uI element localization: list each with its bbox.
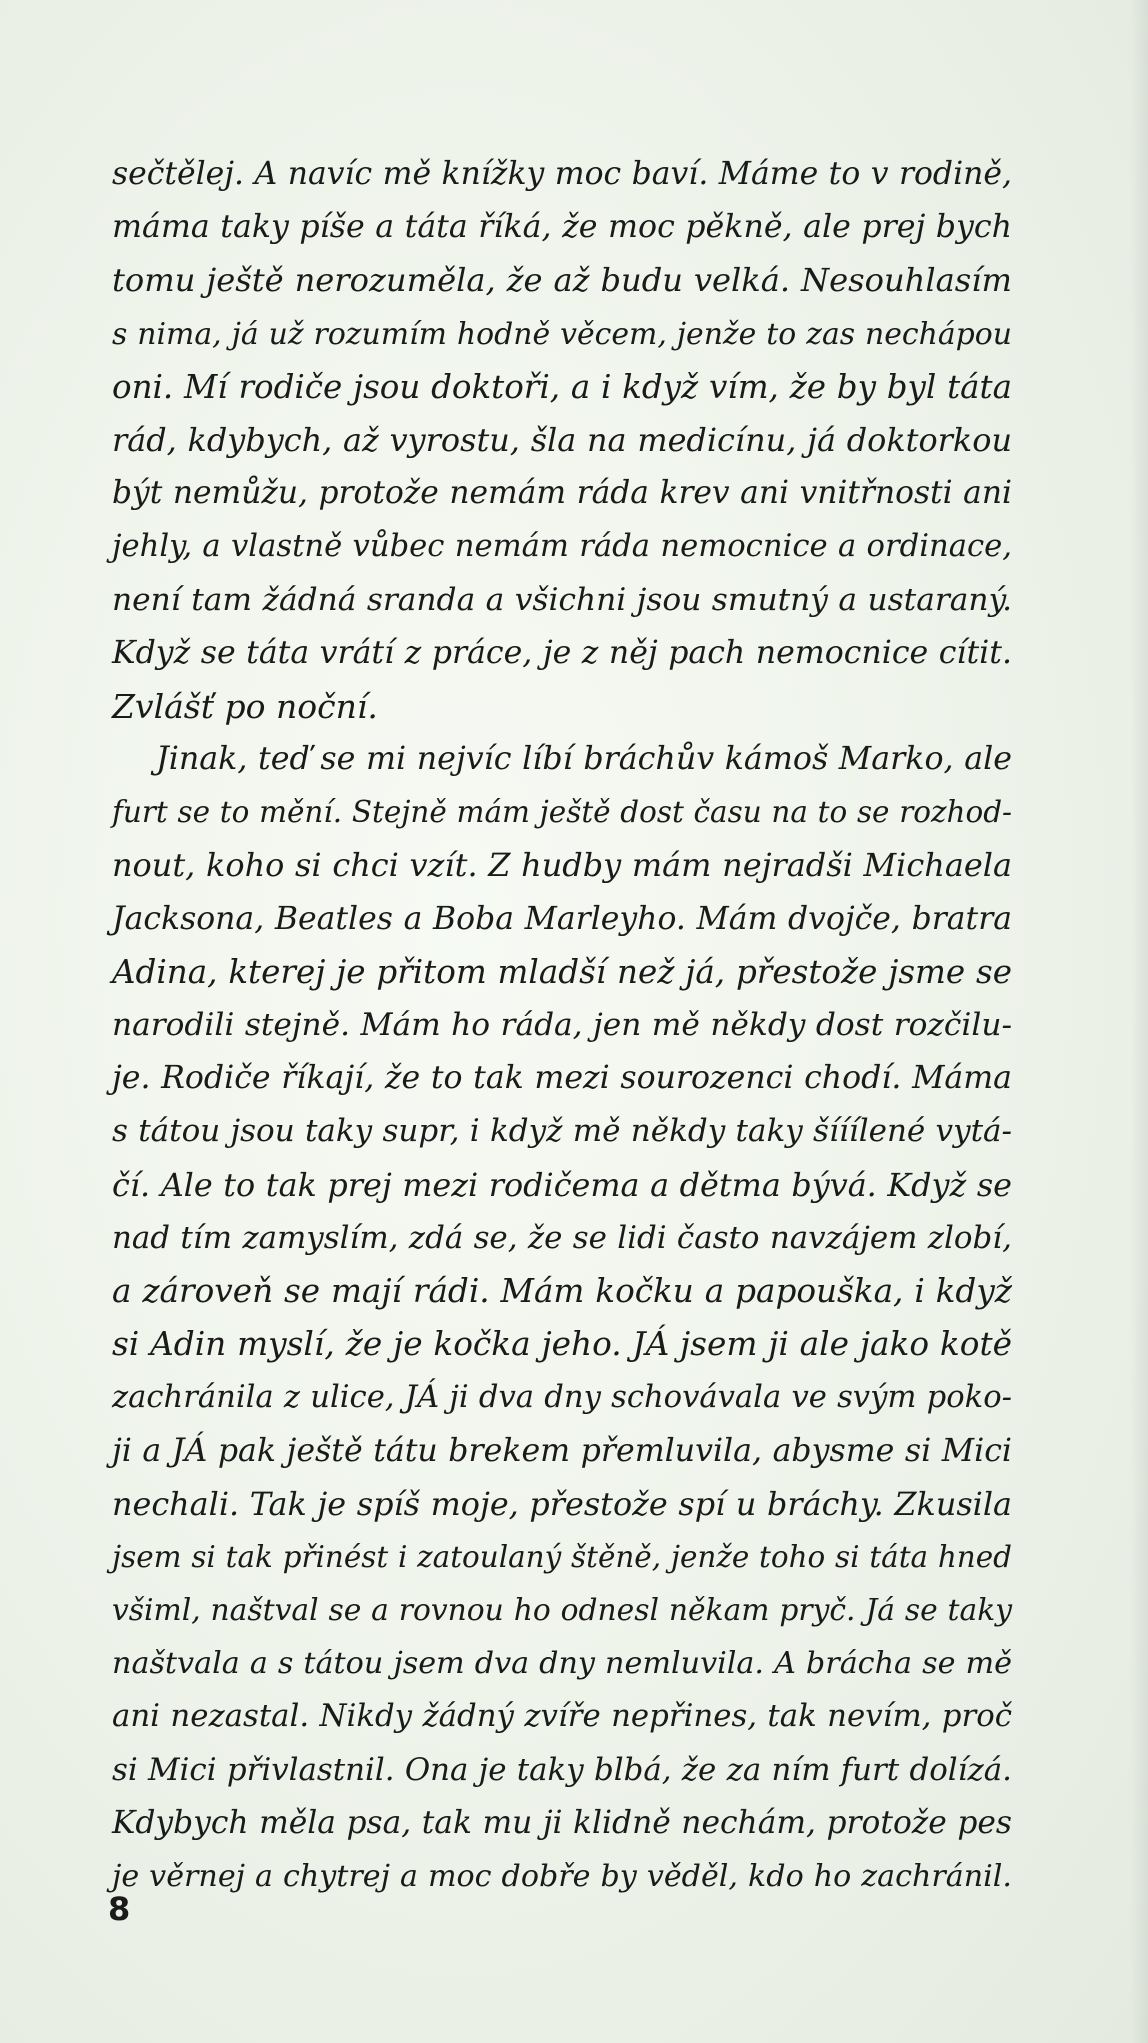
text-line: jehly, a vlastně vůbec nemám ráda nemocnice a ordinace, [112,529,1012,565]
text-line: s tátou jsou taky supr, i když mě někdy taky šííílené vytá- [112,1113,1012,1150]
text-line: rád, kdybych, až vyrostu, šla na medicínu, já doktorkou [112,420,1012,459]
text-line: všiml, naštval se a rovnou ho odnesl někam pryč. Já se taky [112,1593,1012,1629]
body-text [112,148,1012,1903]
text-line: Jinak, teď se mi nejvíc líbí bráchův kámoš Marko, ale [156,741,1012,778]
text-line: narodili stejně. Mám ho ráda, jen mě někdy dost rozčilu- [112,1007,1012,1043]
text-line: je věrnej a chytrej a moc dobře by věděl, kdo ho zachránil. [112,1859,1012,1894]
text-line: nechali. Tak je spíš moje, přestože spí u bráchy. Zkusila [112,1484,1012,1523]
text-line: Kdybych měla psa, tak mu ji klidně nechám, protože pes [112,1804,1012,1841]
text-line: Adina, kterej je přitom mladší než já, přestože jsme se [112,952,1012,991]
text-line: si Adin myslí, že je kočka jeho. JÁ jsem ji ale jako kotě [112,1325,1012,1364]
text-line: a zároveň se mají rádi. Mám kočku a papouška, i když [112,1271,1012,1310]
text-line: jsem si tak přinést i zatoulaný štěně, jenže toho si táta hned [112,1539,1012,1574]
text-line: ani nezastal. Nikdy žádný zvíře nepřines, tak nevím, proč [112,1698,1012,1735]
text-line: je. Rodiče říkají, že to tak mezi sourozenci chodí. Máma [112,1060,1012,1097]
text-line: furt se to mění. Stejně mám ještě dost času na to se rozhod- [112,795,1012,830]
text-line: být nemůžu, protože nemám ráda krev ani vnitřnosti ani [112,475,1012,512]
text-line: s nima, já už rozumím hodně věcem, jenže to zas nechápou [112,316,1012,352]
text-line: zachránila z ulice, JÁ ji dva dny schovávala ve svým poko- [112,1380,1012,1416]
text-line: čí. Ale to tak prej mezi rodičema a dětma bývá. Když se [112,1165,1012,1204]
text-line: tomu ještě nerozuměla, že až budu velká. Nesouhlasím [112,261,1012,300]
text-line: není tam žádná sranda a všichni jsou smutný a ustaraný. [112,581,1012,618]
text-line: Zvlášť po noční. [112,686,378,726]
page-edge-shadow [1130,0,1148,2043]
text-line: Když se táta vrátí z práce, je z něj pach nemocnice cítit. [112,634,1012,671]
text-line: naštvala a s tátou jsem dva dny nemluvila. A brácha se mě [112,1646,1012,1682]
text-line: nad tím zamyslím, zdá se, že se lidi často navzájem zlobí, [112,1219,1012,1256]
text-line: máma taky píše a táta říká, že moc pěkně, ale prej bych [112,209,1012,246]
text-line: nout, koho si chci vzít. Z hudby mám nejradši Michaela [112,846,1012,885]
text-line: ji a JÁ pak ještě tátu brekem přemluvila, abysme si Mici [112,1432,1012,1469]
text-line: oni. Mí rodiče jsou doktoři, a i když vím, že by byl táta [112,367,1012,406]
text-line: Jacksona, Beatles a Boba Marleyho. Mám dvojče, bratra [112,900,1012,937]
text-line: sečtělej. A navíc mě knížky moc baví. Máme to v rodině, [112,156,1012,192]
page-number: 8 [108,1890,131,1928]
text-line: si Mici přivlastnil. Ona je taky blbá, že za ním furt dolízá. [112,1751,1012,1788]
